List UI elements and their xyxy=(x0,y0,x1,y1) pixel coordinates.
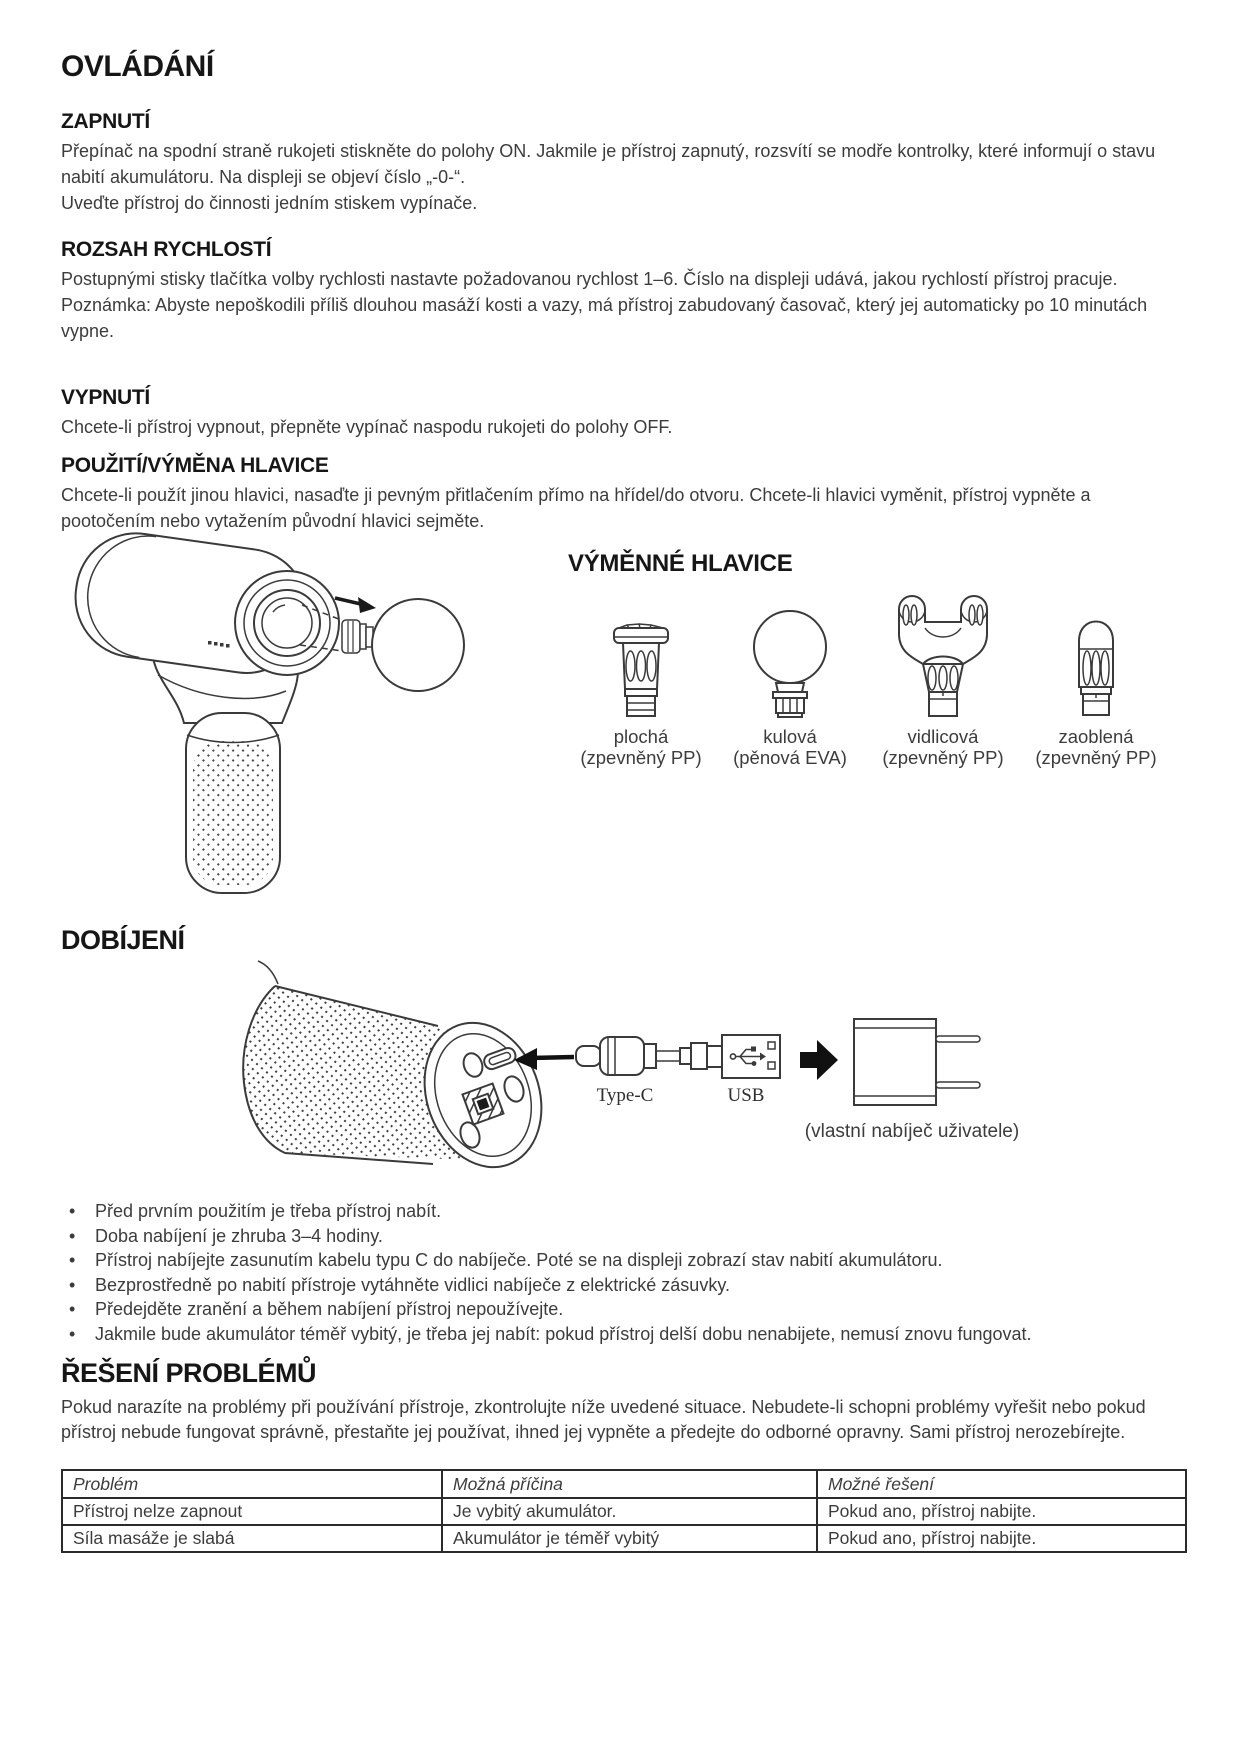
fork-head-illustration xyxy=(868,580,1018,718)
troubleshooting-table xyxy=(61,1469,1187,1553)
head-name: vidlicová xyxy=(907,726,979,747)
section-heading-vypnuti: VYPNUTÍ xyxy=(61,386,150,409)
usb-cable-illustration xyxy=(570,1030,790,1085)
head-material: (pěnová EVA) xyxy=(733,747,847,768)
table-header-cause: Možná příčina xyxy=(442,1470,817,1498)
table-cell: Přístroj nelze zapnout xyxy=(62,1498,442,1525)
table-cell: Pokud ano, přístroj nabijte. xyxy=(817,1525,1186,1552)
table-cell: Pokud ano, přístroj nabijte. xyxy=(817,1498,1186,1525)
paragraph: Pokud narazíte na problémy při používání přístroje, zkontrolujte níže uvedené situace. Nebudete-li schopni problémy vyřešit nebo pokud přístroj nebude fungovat správně, přestaňte jej používat, ihned jej vypněte a předejte do odborné opravny. Sami přístroj nerozebírejte. xyxy=(61,1397,1146,1442)
list-item: • Před prvním použitím je třeba přístroj nabít. xyxy=(61,1199,1191,1224)
head-name: kulová xyxy=(763,726,817,747)
charger-note: (vlastní nabíječ uživatele) xyxy=(804,1121,1020,1142)
ball-head-illustration xyxy=(715,580,865,718)
list-item: • Doba nabíjení je zhruba 3–4 hodiny. xyxy=(61,1224,1191,1249)
table-header-solution: Možné řešení xyxy=(817,1470,1186,1498)
attachment-head-flat xyxy=(566,580,716,768)
section-text-zapnuti xyxy=(61,138,1183,216)
flat-head-illustration xyxy=(566,580,716,718)
paragraph: Uveďte přístroj do činnosti jedním stiskem vypínače. xyxy=(61,193,478,213)
wall-charger-illustration xyxy=(851,1016,983,1110)
table-header-row xyxy=(62,1470,1186,1498)
section-text-reseni xyxy=(61,1395,1183,1445)
charging-bullet-list xyxy=(61,1199,1191,1347)
paragraph: Postupnými stisky tlačítka volby rychlosti nastavte požadovanou rychlost 1–6. Číslo na displeji udává, jakou rychlostí přístroj pracuje. xyxy=(61,269,1118,289)
attachment-head-ball xyxy=(715,580,865,768)
section-heading-pouziti: POUŽITÍ/VÝMĚNA HLAVICE xyxy=(61,454,329,477)
massage-gun-illustration xyxy=(50,525,465,910)
paragraph: Přepínač na spodní straně rukojeti stiskněte do polohy ON. Jakmile je přístroj zapnutý, rozsvítí se modře kontrolky, které informují o stavu nabití akumulátoru. Na displeji se objeví číslo „-0-“. xyxy=(61,141,1156,187)
head-material: (zpevněný PP) xyxy=(882,747,1004,768)
table-cell: Akumulátor je téměř vybitý xyxy=(442,1525,817,1552)
head-material: (zpevněný PP) xyxy=(1035,747,1157,768)
section-heading-rozsah: ROZSAH RYCHLOSTÍ xyxy=(61,238,272,261)
typec-label: Type-C xyxy=(596,1085,654,1106)
head-name: zaoblená xyxy=(1058,726,1134,747)
page-title: OVLÁDÁNÍ xyxy=(61,50,214,83)
right-arrow-icon xyxy=(800,1039,840,1081)
list-item: • Bezprostředně po nabití přístroje vytáhněte vidlici nabíječe z elektrické zásuvky. xyxy=(61,1273,1191,1298)
table-row xyxy=(62,1525,1186,1552)
handle-bottom-illustration xyxy=(233,948,583,1170)
head-material: (zpevněný PP) xyxy=(580,747,702,768)
list-item: • Jakmile bude akumulátor téměř vybitý, je třeba jej nabít: pokud přístroj delší dobu nenabijete, nemusí znovu fungovat. xyxy=(61,1322,1191,1347)
paragraph: Chcete-li použít jinou hlavici, nasaďte ji pevným přitlačením přímo na hřídel/do otvoru. Chcete-li hlavici vyměnit, přístroj vypněte a pootočením nebo vytažením původní hlavici sejměte. xyxy=(61,485,1091,531)
section-heading-hlavice: VÝMĚNNÉ HLAVICE xyxy=(568,550,793,577)
rounded-head-illustration xyxy=(1021,580,1171,718)
list-item: • Přístroj nabíjejte zasunutím kabelu typu C do nabíječe. Poté se na displeji zobrazí stav nabití akumulátoru. xyxy=(61,1248,1191,1273)
section-heading-zapnuti: ZAPNUTÍ xyxy=(61,110,150,133)
attachment-head-rounded xyxy=(1021,580,1171,768)
usb-label: USB xyxy=(727,1085,765,1106)
section-heading-dobijeni: DOBÍJENÍ xyxy=(61,925,185,955)
table-row xyxy=(62,1498,1186,1525)
section-heading-reseni: ŘEŠENÍ PROBLÉMŮ xyxy=(61,1358,317,1388)
paragraph: Poznámka: Abyste nepoškodili příliš dlouhou masáží kosti a vazy, má přístroj zabudovaný časovač, který jej automaticky po 10 minutách vypne. xyxy=(61,295,1148,341)
attachment-head-fork xyxy=(868,580,1018,768)
table-header-problem: Problém xyxy=(62,1470,442,1498)
table-cell: Je vybitý akumulátor. xyxy=(442,1498,817,1525)
head-name: plochá xyxy=(613,726,669,747)
section-text-vypnuti xyxy=(61,414,1183,440)
paragraph: Chcete-li přístroj vypnout, přepněte vypínač naspodu rukojeti do polohy OFF. xyxy=(61,417,673,437)
list-item: • Předejděte zranění a během nabíjení přístroj nepoužívejte. xyxy=(61,1297,1191,1322)
table-cell: Síla masáže je slabá xyxy=(62,1525,442,1552)
section-text-rozsah xyxy=(61,266,1183,344)
